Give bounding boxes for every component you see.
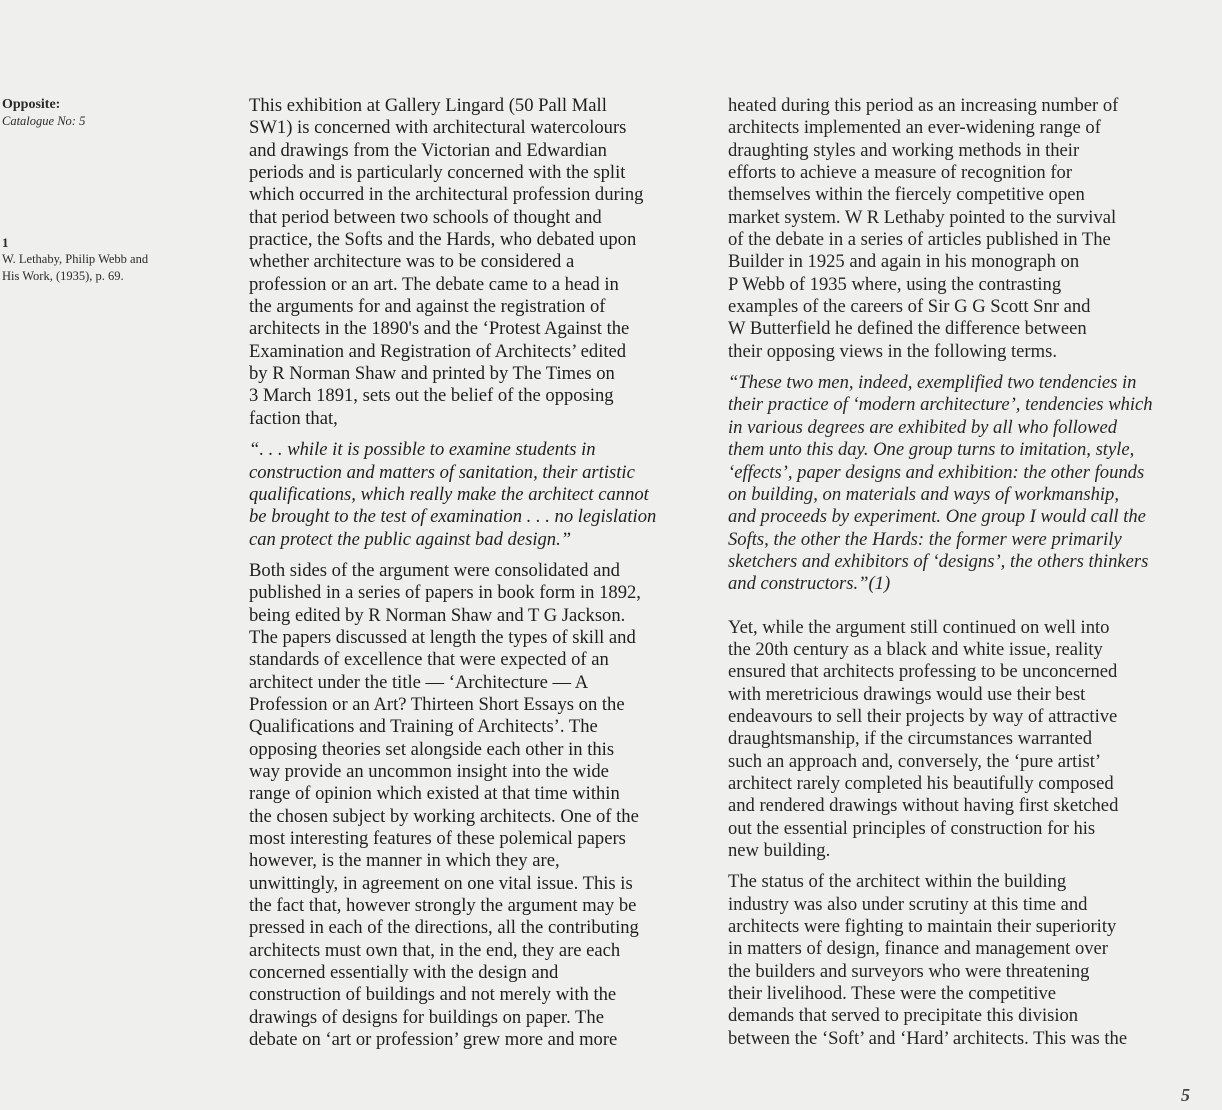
text-line: standards of excellence that were expected of an [249,649,609,671]
text-line: in matters of design, finance and management over [728,938,1109,960]
text-line: construction of buildings and not merely with the [249,984,617,1006]
spacer [728,605,1196,617]
text-line: the fact that, however strongly the argument may be [249,895,637,917]
text-line: which occurred in the architectural profession during [249,184,644,206]
paragraph [728,617,1196,863]
text-line: the 20th century as a black and white issue, reality [728,638,1103,660]
text-line: the chosen subject by working architects. One of the [249,805,639,827]
text-line: way provide an uncommon insight into the wide [249,760,609,782]
text-line: and rendered drawings without having first sketched [728,795,1119,817]
text-line: drawings of designs for buildings on paper. The [249,1006,604,1028]
text-line: Examination and Registration of Architects’ edited [249,340,627,362]
quote-line: and constructors.”(1) [728,573,891,595]
text-line: draughting styles and working methods in their [728,139,1080,161]
text-line: examples of the careers of Sir G G Scott Snr and [728,296,1091,318]
quote-line: sketchers and exhibitors of ‘designs’, the others thinkers [728,550,1149,572]
text-line: Builder in 1925 and again in his monograph on [728,251,1080,273]
quote-line: “These two men, indeed, exemplified two tendencies in [728,372,1137,394]
text-line: that period between two schools of thought and [249,206,602,228]
text-line: Qualifications and Training of Architects’. The [249,716,598,738]
text-line: architects must own that, in the end, they are each [249,939,621,961]
text-line: by R Norman Shaw and printed by The Times on [249,363,615,385]
text-line: faction that, [249,407,338,429]
text-line: range of opinion which existed at that time within [249,783,620,805]
text-line: their opposing views in the following terms. [728,340,1057,362]
text-line: the builders and surveyors who were threatening [728,960,1090,982]
text-line: P Webb of 1935 where, using the contrasting [728,273,1062,295]
text-line: architects in the 1890's and the ‘Protest Against the [249,318,630,340]
text-line: architect rarely completed his beautifully composed [728,772,1114,794]
block-quote [249,439,701,551]
quote-line: and proceeds by experiment. One group I would call the [728,506,1146,528]
text-line: new building. [728,840,831,861]
text-line: industry was also under scrutiny at this time and [728,893,1088,915]
text-line: draughtsmanship, if the circumstances warranted [728,728,1093,750]
text-line: Yet, while the argument still continued on well into [728,616,1110,638]
text-line: most interesting features of these polemical papers [249,828,626,849]
text-line: efforts to achieve a measure of recognition for [728,162,1073,184]
text-line: themselves within the fiercely competitive open [728,184,1085,206]
paragraph [728,95,1196,363]
quote-line: on building, on materials and ways of workmanship, [728,483,1119,505]
text-line: and drawings from the Victorian and Edwardian [249,139,607,161]
text-line: whether architecture was to be considered a [249,251,575,273]
text-line: the arguments for and against the registration of [249,296,606,318]
text-line: Both sides of the argument were consolidated and [249,559,620,581]
text-line: W Butterfield he defined the difference between [728,318,1087,340]
caption-title: Opposite: [2,97,61,112]
text-line: architects implemented an ever-widening range of [728,117,1101,139]
text-line: The status of the architect within the building [728,871,1067,893]
text-line: practice, the Softs and the Hards, who debated upon [249,229,637,251]
quote-line: in various degrees are exhibited by all who followed [728,416,1118,438]
text-line: opposing theories set alongside each other in this [249,738,615,760]
quote-line: qualifications, which really make the architect cannot [249,483,649,505]
text-line: The papers discussed at length the types of skill and [249,626,636,648]
text-line: however, is the manner in which they are, [249,850,560,872]
footnote-1 [2,234,202,285]
quote-line: “. . . while it is possible to examine students in [249,439,596,461]
text-line: heated during this period as an increasing number of [728,95,1119,116]
text-line: of the debate in a series of articles published in The [728,229,1111,251]
text-line: architect under the title — ‘Architecture — A [249,671,589,693]
quote-line: be brought to the test of examination . . . no legislation [249,506,657,528]
quote-line: their practice of ‘modern architecture’, tendencies which [728,394,1153,416]
quote-line: can protect the public against bad design.” [249,528,572,550]
block-quote [728,372,1196,595]
text-line: market system. W R Lethaby pointed to the survival [728,206,1117,228]
quote-line: ‘effects’, paper designs and exhibition: the other founds [728,461,1145,483]
footnote-line: W. Lethaby, Philip Webb and [2,252,149,266]
text-line: demands that served to precipitate this division [728,1005,1079,1027]
text-line: published in a series of papers in book form in 1892, [249,582,641,604]
text-column-right [728,95,1196,1059]
text-line: 3 March 1891, sets out the belief of the opposing [249,385,614,407]
text-line: Profession or an Art? Thirteen Short Essays on the [249,693,625,715]
text-line: ensured that architects professing to be unconcerned [728,661,1118,683]
text-line: endeavours to sell their projects by way of attractive [728,705,1118,727]
text-column-left [249,95,701,1060]
paragraph [728,871,1196,1050]
text-line: debate on ‘art or profession’ grew more and more [249,1029,618,1051]
text-line: profession or an art. The debate came to a head in [249,273,619,295]
text-line: being edited by R Norman Shaw and T G Jackson. [249,604,626,626]
footnote-number: 1 [2,235,9,250]
quote-line: them unto this day. One group turns to imitation, style, [728,439,1135,461]
text-line: pressed in each of the directions, all the contributing [249,917,639,939]
text-line: their livelihood. These were the competitive [728,983,1057,1005]
paragraph [249,560,701,1052]
text-line: SW1) is concerned with architectural watercolours [249,117,627,139]
text-line: periods and is particularly concerned with the split [249,162,626,184]
text-line: architects were fighting to maintain their superiority [728,916,1117,938]
text-line: out the essential principles of construction for his [728,817,1096,839]
text-line: unwittingly, in agreement on one vital issue. This is [249,872,633,894]
text-line: between the ‘Soft’ and ‘Hard’ architects. This was the [728,1027,1128,1049]
text-line: with meretricious drawings would use their best [728,683,1086,705]
quote-line: construction and matters of sanitation, their artistic [249,461,635,483]
text-line: concerned essentially with the design and [249,962,559,984]
text-line: such an approach and, conversely, the ‘pure artist’ [728,750,1102,772]
page-number: 5 [1181,1085,1190,1105]
caption-subtitle: Catalogue No: 5 [2,114,86,128]
caption-opposite [2,96,202,130]
paragraph [249,95,701,430]
footnote-line: His Work, (1935), p. 69. [2,269,124,283]
text-line: This exhibition at Gallery Lingard (50 Pall Mall [249,95,607,116]
quote-line: Softs, the other the Hards: the former were primarily [728,528,1122,550]
